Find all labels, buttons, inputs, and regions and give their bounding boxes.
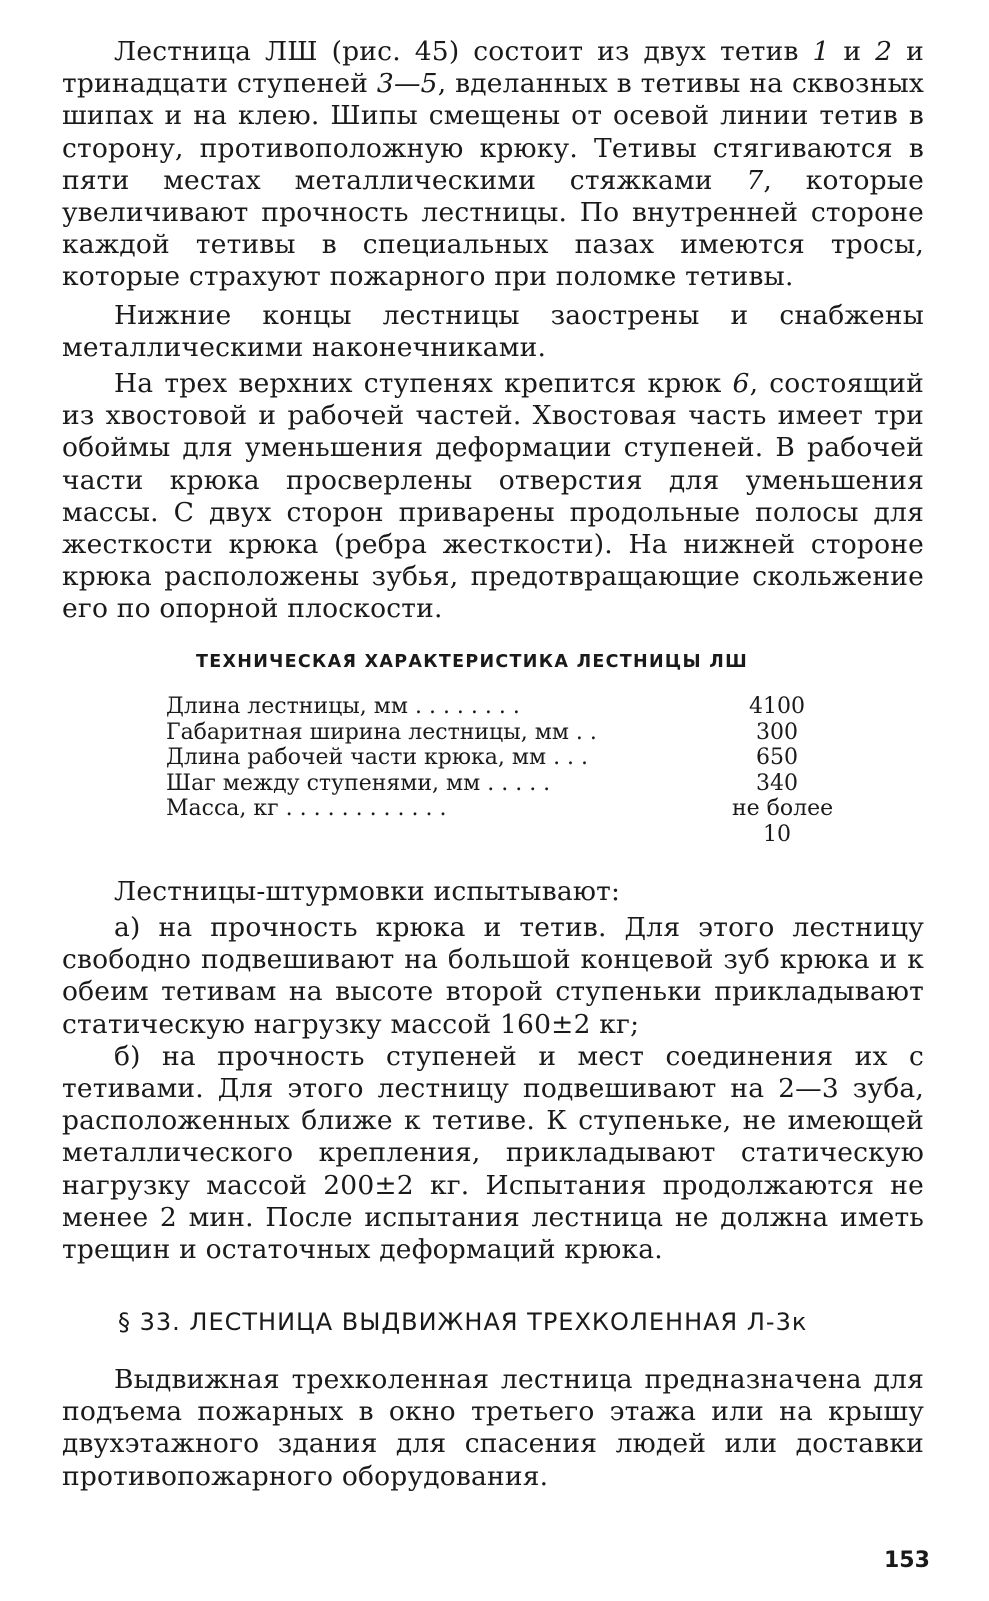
paragraph-text: Нижние концы лестницы заострены и снабжены металлическими наконечниками. [62,300,924,364]
paragraph-extension-ladder [62,1364,924,1493]
figure-ref: 7 [746,164,764,196]
spec-row [166,720,826,746]
text-run: и тринадцати ступеней [62,36,924,100]
spec-value: 300 [756,719,798,745]
list-item-a: а) на прочность крюка и тетив. Для этого лестницу свободно подвешивают на большой концевой зуб крюка и к обеим тетивам на высоте второй ступеньки прикладывают статическую нагрузку массой 160±2 кг; [62,912,924,1040]
paragraph-text: Выдвижная трехколенная лестница предназначена для подъема пожарных в окно третьего этажа или на крышу двухэтажного здания для спасения людей или доставки противопожарного оборудования. [62,1364,924,1492]
test-list [62,912,924,1266]
spec-value: 4100 [749,694,805,719]
spec-label: Длина лестницы, мм . . . . . . . . [166,694,520,719]
spec-label: Габаритная ширина лестницы, мм . . [166,719,597,745]
text-run: , которые увеличивают прочность лестницы. По внутренней стороне каждой тетивы в специальных пазах имеются тросы, которые страхуют пожарного при поломке тетивы. [62,164,924,293]
paragraph-ladder-construction [62,36,924,294]
paragraph-testing-intro [62,876,924,908]
spec-label: Масса, кг . . . . . . . . . . . . [166,796,447,821]
spec-row [166,745,826,771]
text-run: , вделанных в тетивы на сквозных шипах и на клею. Шипы смещены от осевой линии тетив в сторону, противоположную крюку. Тетивы стягиваются в пяти местах металлическими стяжками [62,68,925,196]
text-run: и [829,36,876,67]
text-run: , состоящий из хвостовой и рабочей частей. Хвостовая часть имеет три обоймы для уменьшения деформации ступеней. В рабочей части крюка просверлены отверстия для уменьшения массы. С двух сторон приварены продольные полосы для жесткости крюка (ребра жесткости). На нижней стороне крюка расположены зубья, предотвращающие скольжение его по опорной плоскости. [62,368,924,625]
spec-value: не более [732,796,834,821]
paragraph-text: Лестницы-штурмовки испытывают: [114,876,621,907]
section-heading: § 33. ЛЕСТНИЦА ВЫДВИЖНАЯ ТРЕХКОЛЕННАЯ Л-3к [118,1308,808,1336]
spec-label: Шаг между ступенями, мм . . . . . [166,770,551,796]
spec-value-continued: 10 [763,821,791,847]
paragraph-lower-ends [62,300,924,364]
spec-row [166,796,834,847]
spec-row [166,694,826,720]
page-number: 153 [884,1548,930,1573]
spec-label: Длина рабочей части крюка, мм . . . [166,745,589,770]
paragraph-hook [62,368,924,626]
list-item-b: б) на прочность ступеней и мест соединения их с тетивами. Для этого лестницу подвешивают на 2—3 зуба, расположенных ближе к тетиве. К ступеньке, не имеющей металлического крепления, прикладывают статическую нагрузку массой 200±2 кг. Испытания продолжаются не менее 2 мин. После испытания лестница не должна иметь трещин и остаточных деформаций крюка. [62,1040,924,1266]
text-run: Лестница ЛШ (рис. 45) состоит из двух тетив [114,36,813,67]
figure-ref: 2 [875,36,893,67]
figure-ref: 3—5 [376,68,438,100]
spec-table [166,694,834,847]
figure-ref: 1 [812,36,830,67]
spec-row [166,771,826,797]
figure-ref: 6 [732,368,750,399]
spec-table-title: ТЕХНИЧЕСКАЯ ХАРАКТЕРИСТИКА ЛЕСТНИЦЫ ЛШ [196,652,749,672]
text-run: На трех верхних ступенях крепится крюк [114,368,733,399]
spec-value: 650 [756,745,798,770]
spec-value: 340 [756,770,798,796]
